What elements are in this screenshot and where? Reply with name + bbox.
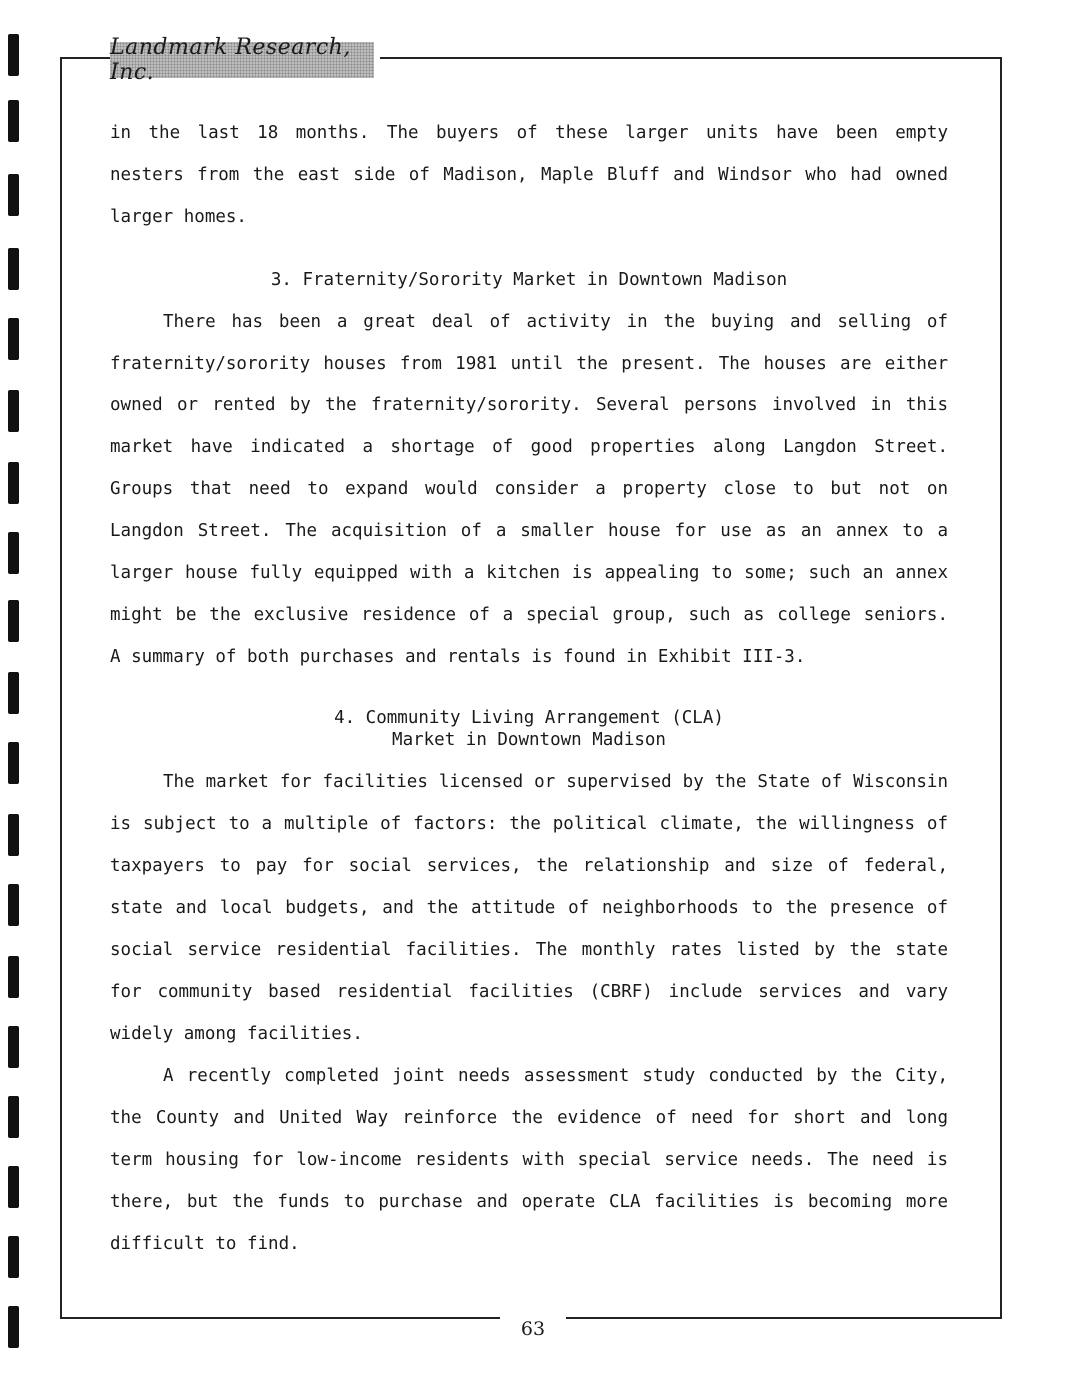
text-line: fraternity/sorority houses from 1981 until the present. The houses are either — [110, 354, 948, 374]
frame-bottom-left — [60, 1317, 500, 1319]
text-line: The market for facilities licensed or supervised by the State of Wisconsin — [163, 772, 948, 792]
page-number: 63 — [520, 1318, 546, 1340]
text-line: A summary of both purchases and rentals is found in Exhibit III-3. — [110, 647, 806, 667]
text-line: state and local budgets, and the attitude of neighborhoods to the presence of — [110, 898, 948, 918]
text-line: social service residential facilities. The monthly rates listed by the state — [110, 940, 948, 960]
text-line: is subject to a multiple of factors: the political climate, the willingness of — [110, 814, 948, 834]
text-line: taxpayers to pay for social services, the relationship and size of federal, — [110, 856, 948, 876]
text-line: difficult to find. — [110, 1234, 300, 1254]
text-line: widely among facilities. — [110, 1024, 363, 1044]
text-line: the County and United Way reinforce the evidence of need for short and long — [110, 1108, 948, 1128]
text-line: larger homes. — [110, 207, 247, 227]
text-line: Groups that need to expand would consider a property close to but not on — [110, 479, 948, 499]
frame-right — [1000, 57, 1002, 1319]
section-4-heading: 4. Community Living Arrangement (CLA) — [334, 708, 724, 728]
section-4-heading-line2: Market in Downtown Madison — [392, 730, 666, 750]
text-line: might be the exclusive residence of a special group, such as college seniors. — [110, 605, 948, 625]
binding-strip — [8, 0, 22, 1380]
text-line: market have indicated a shortage of good properties along Langdon Street. — [110, 437, 948, 457]
text-line: term housing for low-income residents with special service needs. The need is — [110, 1150, 948, 1170]
frame-left — [60, 57, 62, 1319]
text-line: A recently completed joint needs assessment study conducted by the City, — [163, 1066, 948, 1086]
letterhead-logo — [110, 35, 374, 85]
text-line: larger house fully equipped with a kitchen is appealing to some; such an annex — [110, 563, 948, 583]
text-line: owned or rented by the fraternity/sorority. Several persons involved in this — [110, 395, 948, 415]
text-line: for community based residential facilities (CBRF) include services and vary — [110, 982, 948, 1002]
text-line: nesters from the east side of Madison, Maple Bluff and Windsor who had owned — [110, 165, 948, 185]
section-3-heading: 3. Fraternity/Sorority Market in Downtown Madison — [270, 270, 788, 290]
text-line: there, but the funds to purchase and operate CLA facilities is becoming more — [110, 1192, 948, 1212]
text-line: There has been a great deal of activity in the buying and selling of — [163, 312, 948, 332]
frame-top-right — [380, 57, 1002, 59]
frame-bottom-right — [566, 1317, 1002, 1319]
company-name: Landmark Research, Inc. — [110, 35, 351, 85]
text-line: Langdon Street. The acquisition of a smaller house for use as an annex to a — [110, 521, 948, 541]
text-line: in the last 18 months. The buyers of these larger units have been empty — [110, 123, 948, 143]
frame-top-left — [60, 57, 112, 59]
